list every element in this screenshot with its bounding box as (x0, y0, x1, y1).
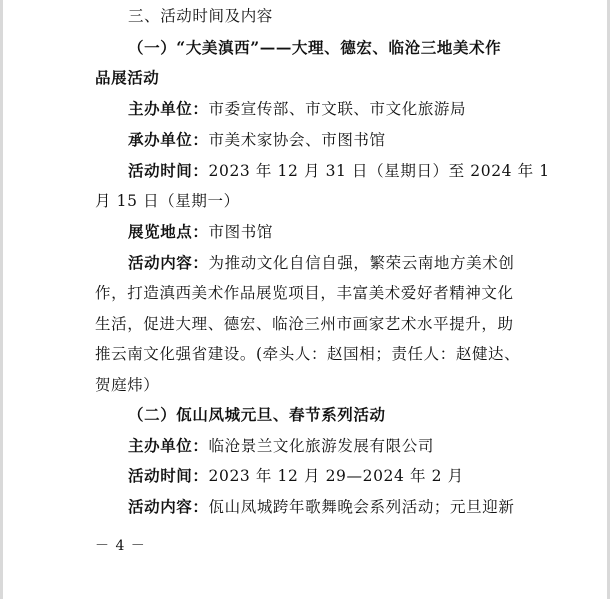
event1-time-value-line2: 月 15 日（星期一） (95, 192, 240, 210)
event1-host-value: 市委宣传部、市文联、市文化旅游局 (208, 100, 467, 118)
event1-host-label: 主办单位： (128, 99, 209, 118)
event1-content-line4: 推云南文化强省建设。(牵头人：赵国相；责任人：赵健达、 (95, 345, 521, 363)
event1-title-line1: （一）“大美滇西”——大理、德宏、临沧三地美术作 (128, 38, 502, 57)
event1-content-line2: 作，打造滇西美术作品展览项目，丰富美术爱好者精神文化 (95, 284, 514, 302)
section-heading: 三、活动时间及内容 (128, 7, 273, 25)
page-border-left (0, 0, 3, 599)
event1-organizer-value: 市美术家协会、市图书馆 (208, 131, 386, 149)
event1-venue-label: 展览地点： (128, 222, 209, 241)
event1-title-line2: 品展活动 (95, 68, 160, 87)
event2-title: （二）佤山凤城元旦、春节系列活动 (128, 405, 386, 424)
event1-venue-row (128, 222, 273, 242)
event1-content-label: 活动内容： (128, 253, 209, 272)
event1-time-value-line1: 2023 年 12 月 31 日（星期日）至 2024 年 1 (208, 162, 550, 180)
event2-host-label: 主办单位： (128, 436, 209, 455)
event2-time-value: 2023 年 12 月 29—2024 年 2 月 (208, 467, 464, 485)
event2-content-row (128, 497, 514, 517)
event1-venue-value: 市图书馆 (208, 223, 273, 241)
event2-content-line1: 佤山凤城跨年歌舞晚会系列活动；元旦迎新 (208, 498, 515, 516)
event1-content-line1: 为推动文化自信自强，繁荣云南地方美术创 (208, 254, 515, 272)
event1-time-row (128, 161, 550, 181)
event2-host-row (128, 436, 434, 456)
event1-content-line5: 贺庭炜） (95, 376, 160, 394)
page-number: － 4 － (95, 538, 146, 554)
event1-host-row (128, 99, 466, 119)
event2-content-label: 活动内容： (128, 497, 209, 516)
event2-time-row (128, 466, 464, 486)
event2-host-value: 临沧景兰文化旅游发展有限公司 (208, 437, 434, 455)
event2-time-label: 活动时间： (128, 466, 209, 485)
event1-organizer-label: 承办单位： (128, 130, 209, 149)
event1-content-line3: 生活，促进大理、德宏、临沧三州市画家艺术水平提升，助 (95, 315, 514, 333)
event1-organizer-row (128, 130, 386, 150)
event1-content-row (128, 253, 514, 273)
event1-time-label: 活动时间： (128, 161, 209, 180)
